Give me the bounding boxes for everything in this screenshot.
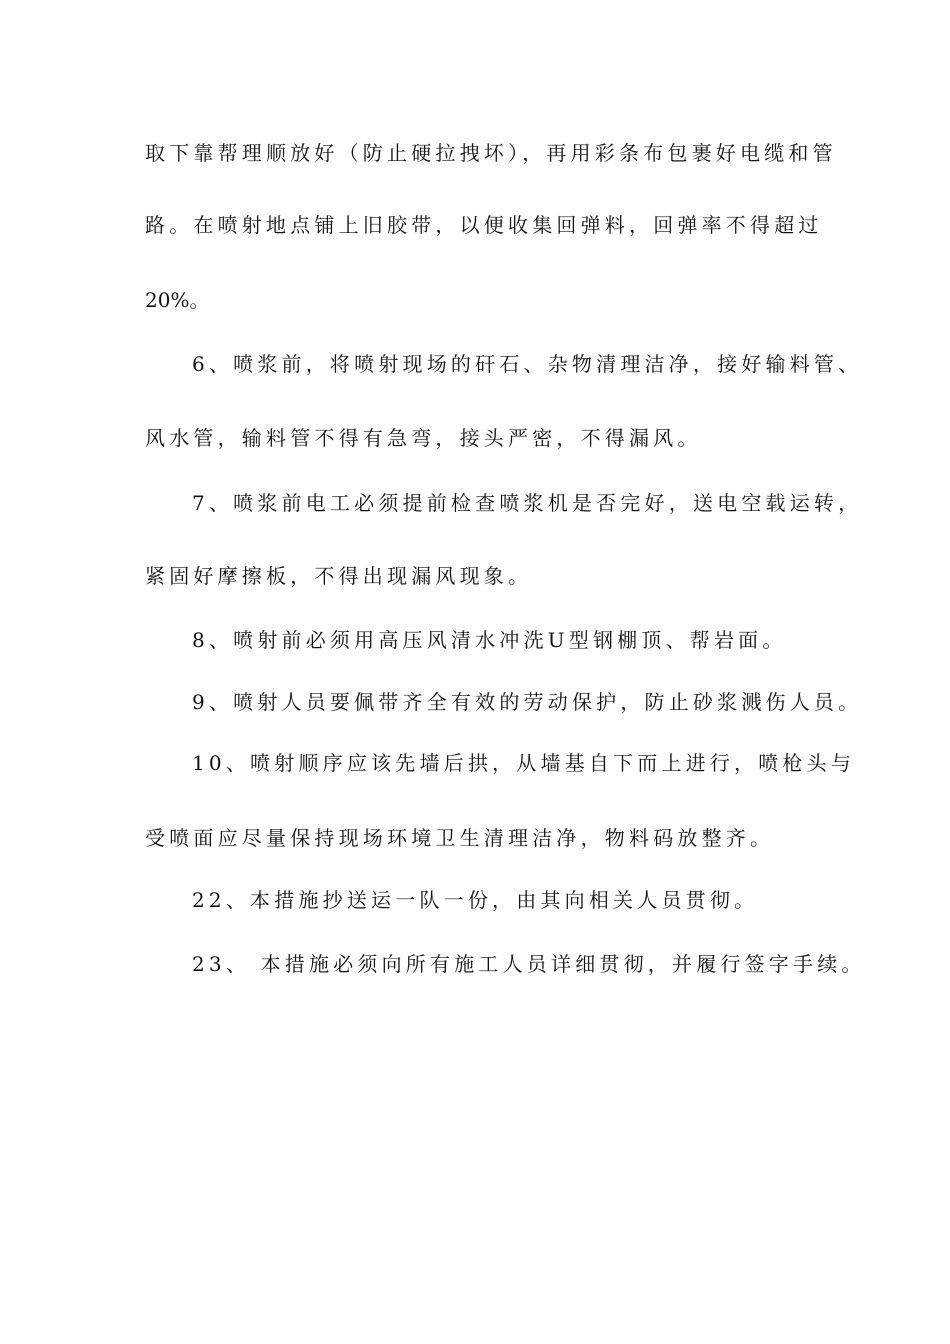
text-line-3: 20%。 — [145, 288, 210, 312]
text-line-4: 6、喷浆前，将喷射现场的矸石、杂物清理洁净，接好输料管、 — [192, 352, 863, 376]
text-line-1: 取下靠帮理顺放好（防止硬拉拽坏），再用彩条布包裹好电缆和管 — [145, 141, 837, 165]
text-line-9: 9、喷射人员要佩带齐全有效的劳动保护，防止砂浆溅伤人员。 — [192, 690, 863, 714]
text-line-2: 路。在喷射地点铺上旧胶带，以便收集回弹料，回弹率不得超过 — [145, 213, 823, 237]
text-line-11: 受喷面应尽量保持现场环境卫生清理洁净，物料码放整齐。 — [145, 826, 775, 850]
text-line-8: 8、喷射前必须用高压风清水冲洗U型钢棚顶、帮岩面。 — [192, 628, 787, 652]
text-line-7: 紧固好摩擦板，不得出现漏风现象。 — [145, 564, 533, 588]
text-line-12: 22、本措施抄送运一队一份，由其向相关人员贯彻。 — [192, 888, 759, 912]
text-line-6: 7、喷浆前电工必须提前检查喷浆机是否完好，送电空载运转， — [192, 491, 863, 515]
text-line-13: 23、 本措施必须向所有施工人员详细贯彻，并履行签字手续。 — [192, 952, 866, 976]
text-line-5: 风水管，输料管不得有急弯，接头严密，不得漏风。 — [145, 426, 702, 450]
text-line-10: 10、喷射顺序应该先墙后拱，从墙基自下而上进行，喷枪头与 — [192, 751, 856, 775]
